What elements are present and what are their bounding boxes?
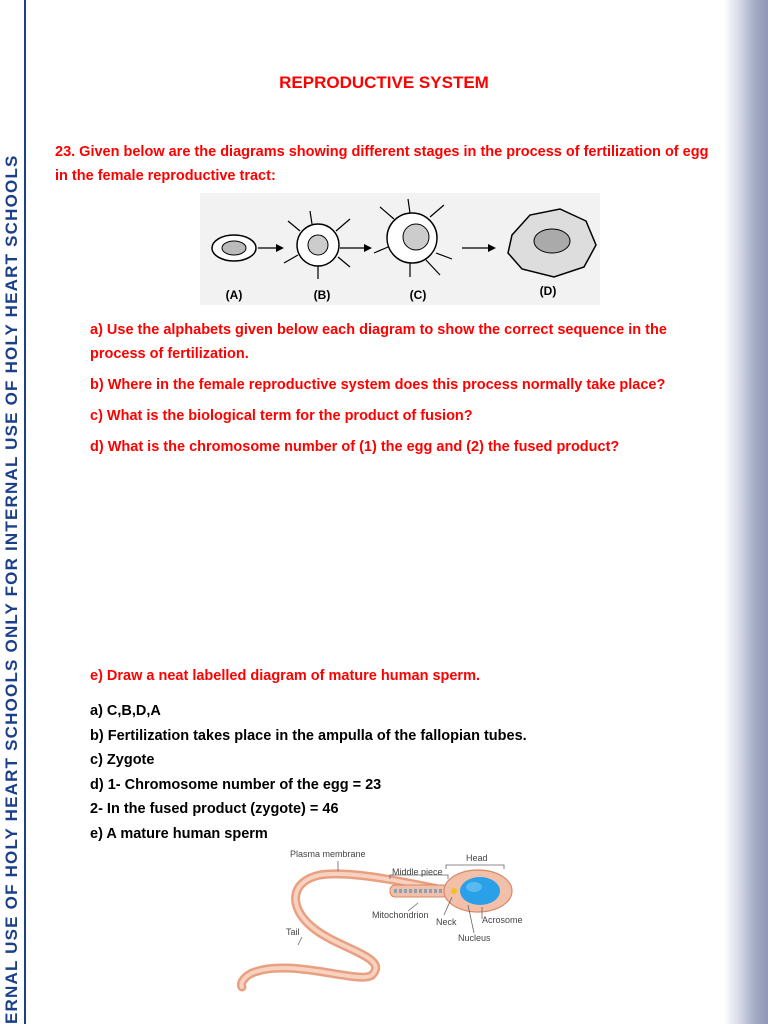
stage-label-c: (C) — [409, 288, 427, 302]
stage-label-a: (A) — [225, 288, 243, 302]
answer-c: c) Zygote — [90, 752, 155, 768]
label-nucleus: Nucleus — [458, 933, 491, 943]
sperm-diagram — [230, 845, 540, 1000]
stage-label-b: (B) — [313, 288, 331, 302]
right-decorative-band — [724, 0, 768, 1024]
side-banner — [0, 0, 26, 1024]
label-acrosome: Acrosome — [482, 915, 523, 925]
answer-d2: 2- In the fused product (zygote) = 46 — [90, 801, 339, 817]
answers — [90, 699, 710, 846]
label-middle-piece: Middle piece — [392, 867, 443, 877]
question-intro: 23. Given below are the diagrams showing different stages in the process of fertilization of egg in the female reproductive tract: — [55, 144, 709, 184]
label-head: Head — [466, 853, 488, 863]
question-part-b: b) Where in the female reproductive system does this process normally take place? — [90, 377, 666, 393]
answer-d1: d) 1- Chromosome number of the egg = 23 — [90, 776, 382, 793]
fertilization-diagram — [200, 193, 600, 305]
stage-a-cell — [212, 235, 256, 261]
label-tail: Tail — [286, 927, 300, 937]
question-part-d: d) What is the chromosome number of (1) the egg and (2) the fused product? — [90, 439, 620, 455]
answer-b: b) Fertilization takes place in the ampulla of the fallopian tubes. — [90, 727, 527, 744]
question-part-c: c) What is the biological term for the product of fusion? — [90, 408, 473, 424]
label-mitochondrion: Mitochondrion — [372, 910, 429, 920]
question-parts — [90, 318, 710, 466]
answer-a: a) C,B,D,A — [90, 703, 161, 719]
question-part-e: e) Draw a neat labelled diagram of mature human sperm. — [90, 668, 480, 684]
sperm-nucleus — [460, 877, 500, 905]
side-banner-text: ERNAL USE OF HOLY HEART SCHOOLS ONLY FOR INTERNAL USE OF HOLY HEART SCHOOLS — [2, 154, 21, 1024]
page-title: REPRODUCTIVE SYSTEM — [279, 73, 489, 92]
stage-label-d: (D) — [539, 284, 557, 298]
label-plasma-membrane: Plasma membrane — [290, 849, 366, 859]
answer-e: e) A mature human sperm — [90, 825, 268, 842]
question-part-a: a) Use the alphabets given below each diagram to show the correct sequence in the process of fertilization. — [90, 322, 667, 362]
label-neck: Neck — [436, 917, 457, 927]
